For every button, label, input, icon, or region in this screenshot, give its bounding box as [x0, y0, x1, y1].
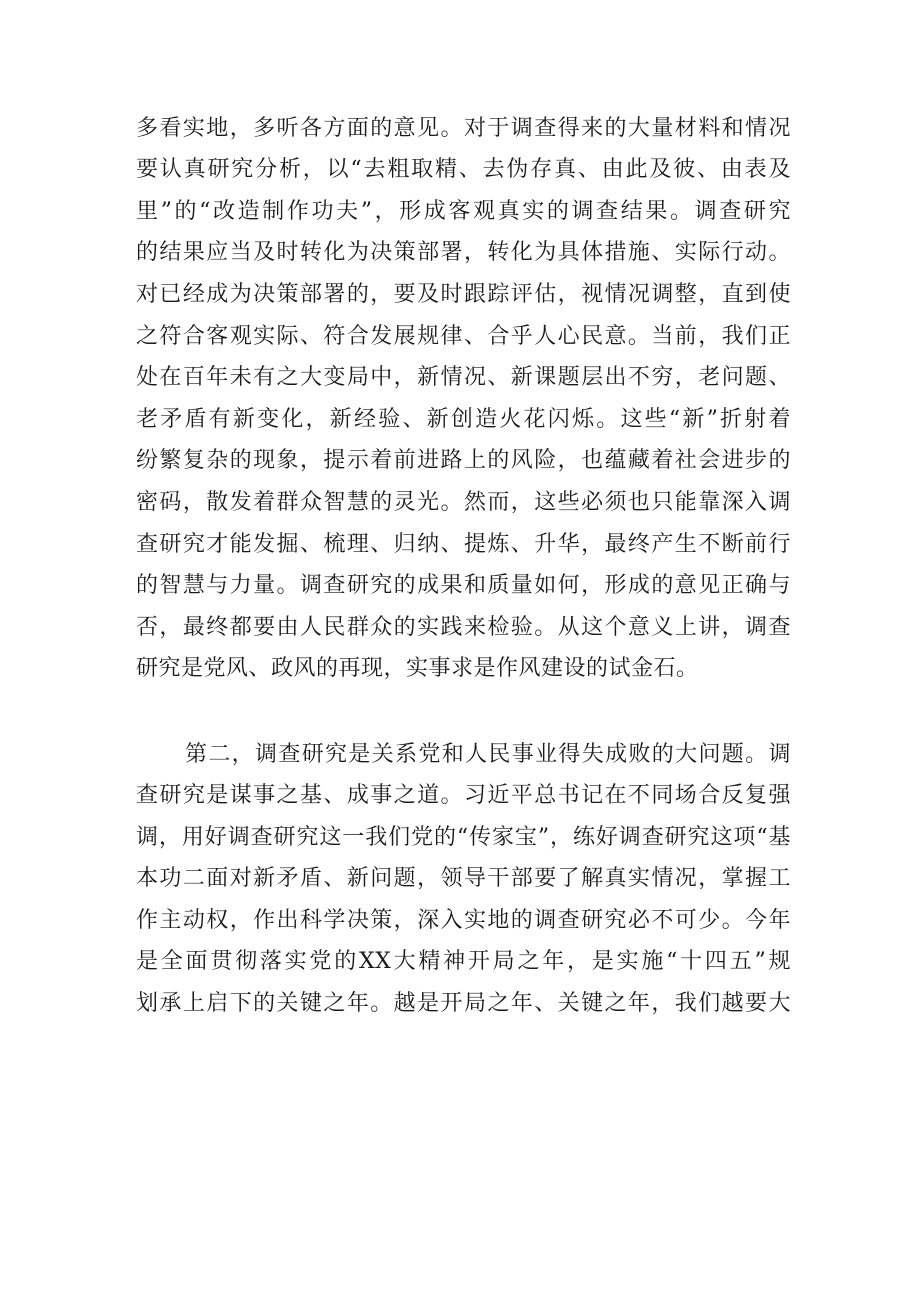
paragraph-2-line-4: 本功二面对新矛盾、新问题，领导干部要了解真实情况，掌握工 [136, 866, 791, 891]
paragraph-1-line-13: 否，最终都要由人民群众的实践来检验。从这个意义上讲，调查 [136, 615, 791, 640]
paragraph-1-line-2: 要认真研究分析，以“去粗取精、去伪存真、由此及彼、由表及 [136, 157, 791, 182]
paragraph-1-line-8: 老矛盾有新变化，新经验、新创造火花闪烁。这些“新”折射着 [136, 407, 791, 432]
paragraph-2-line-2: 查研究是谋事之基、成事之道。习近平总书记在不同场合反复强 [136, 783, 791, 808]
paragraph-1-line-11: 查研究才能发掘、梳理、归纳、提炼、升华，最终产生不断前行 [136, 532, 791, 557]
paragraph-1-line-5: 对已经成为决策部署的，要及时跟踪评估，视情况调整，直到使 [136, 282, 791, 307]
paragraph-2-line-1: 第二，调查研究是关系党和人民事业得失成败的大问题。调 [185, 742, 791, 767]
paragraph-1-line-10: 密码，散发着群众智慧的灵光。然而，这些必须也只能靠深入调 [136, 490, 791, 515]
paragraph-2-line-7: 划承上启下的关键之年。越是开局之年、关键之年，我们越要大 [136, 991, 791, 1016]
paragraph-2-line-5: 作主动权，作出科学决策，深入实地的调查研究必不可少。今年 [136, 908, 791, 933]
paragraph-1-line-14: 研究是党风、政风的再现，实事求是作风建设的试金石。 [136, 656, 699, 681]
paragraph-1-line-3: 里”的“改造制作功夫”，形成客观真实的调查结果。调查研究 [136, 199, 791, 224]
paragraph-2-line-3: 调，用好调查研究这一我们党的“传家宝”，练好调查研究这项“基 [136, 825, 791, 850]
paragraph-1-line-12: 的智慧与力量。调查研究的成果和质量如何，形成的意见正确与 [136, 573, 791, 598]
paragraph-2-line-6: 是全面贯彻落实党的XX大精神开局之年，是实施“十四五”规 [136, 949, 791, 974]
paragraph-1-line-6: 之符合客观实际、符合发展规律、合乎人心民意。当前，我们正 [136, 324, 791, 349]
paragraph-1-line-7: 处在百年未有之大变局中，新情况、新课题层出不穷，老问题、 [136, 365, 791, 390]
paragraph-1-line-4: 的结果应当及时转化为决策部署，转化为具体措施、实际行动。 [136, 240, 791, 265]
paragraph-1-line-1: 多看实地，多听各方面的意见。对于调查得来的大量材料和情况 [136, 116, 791, 141]
paragraph-1-line-9: 纷繁复杂的现象，提示着前进路上的风险，也蕴藏着社会进步的 [136, 448, 791, 473]
